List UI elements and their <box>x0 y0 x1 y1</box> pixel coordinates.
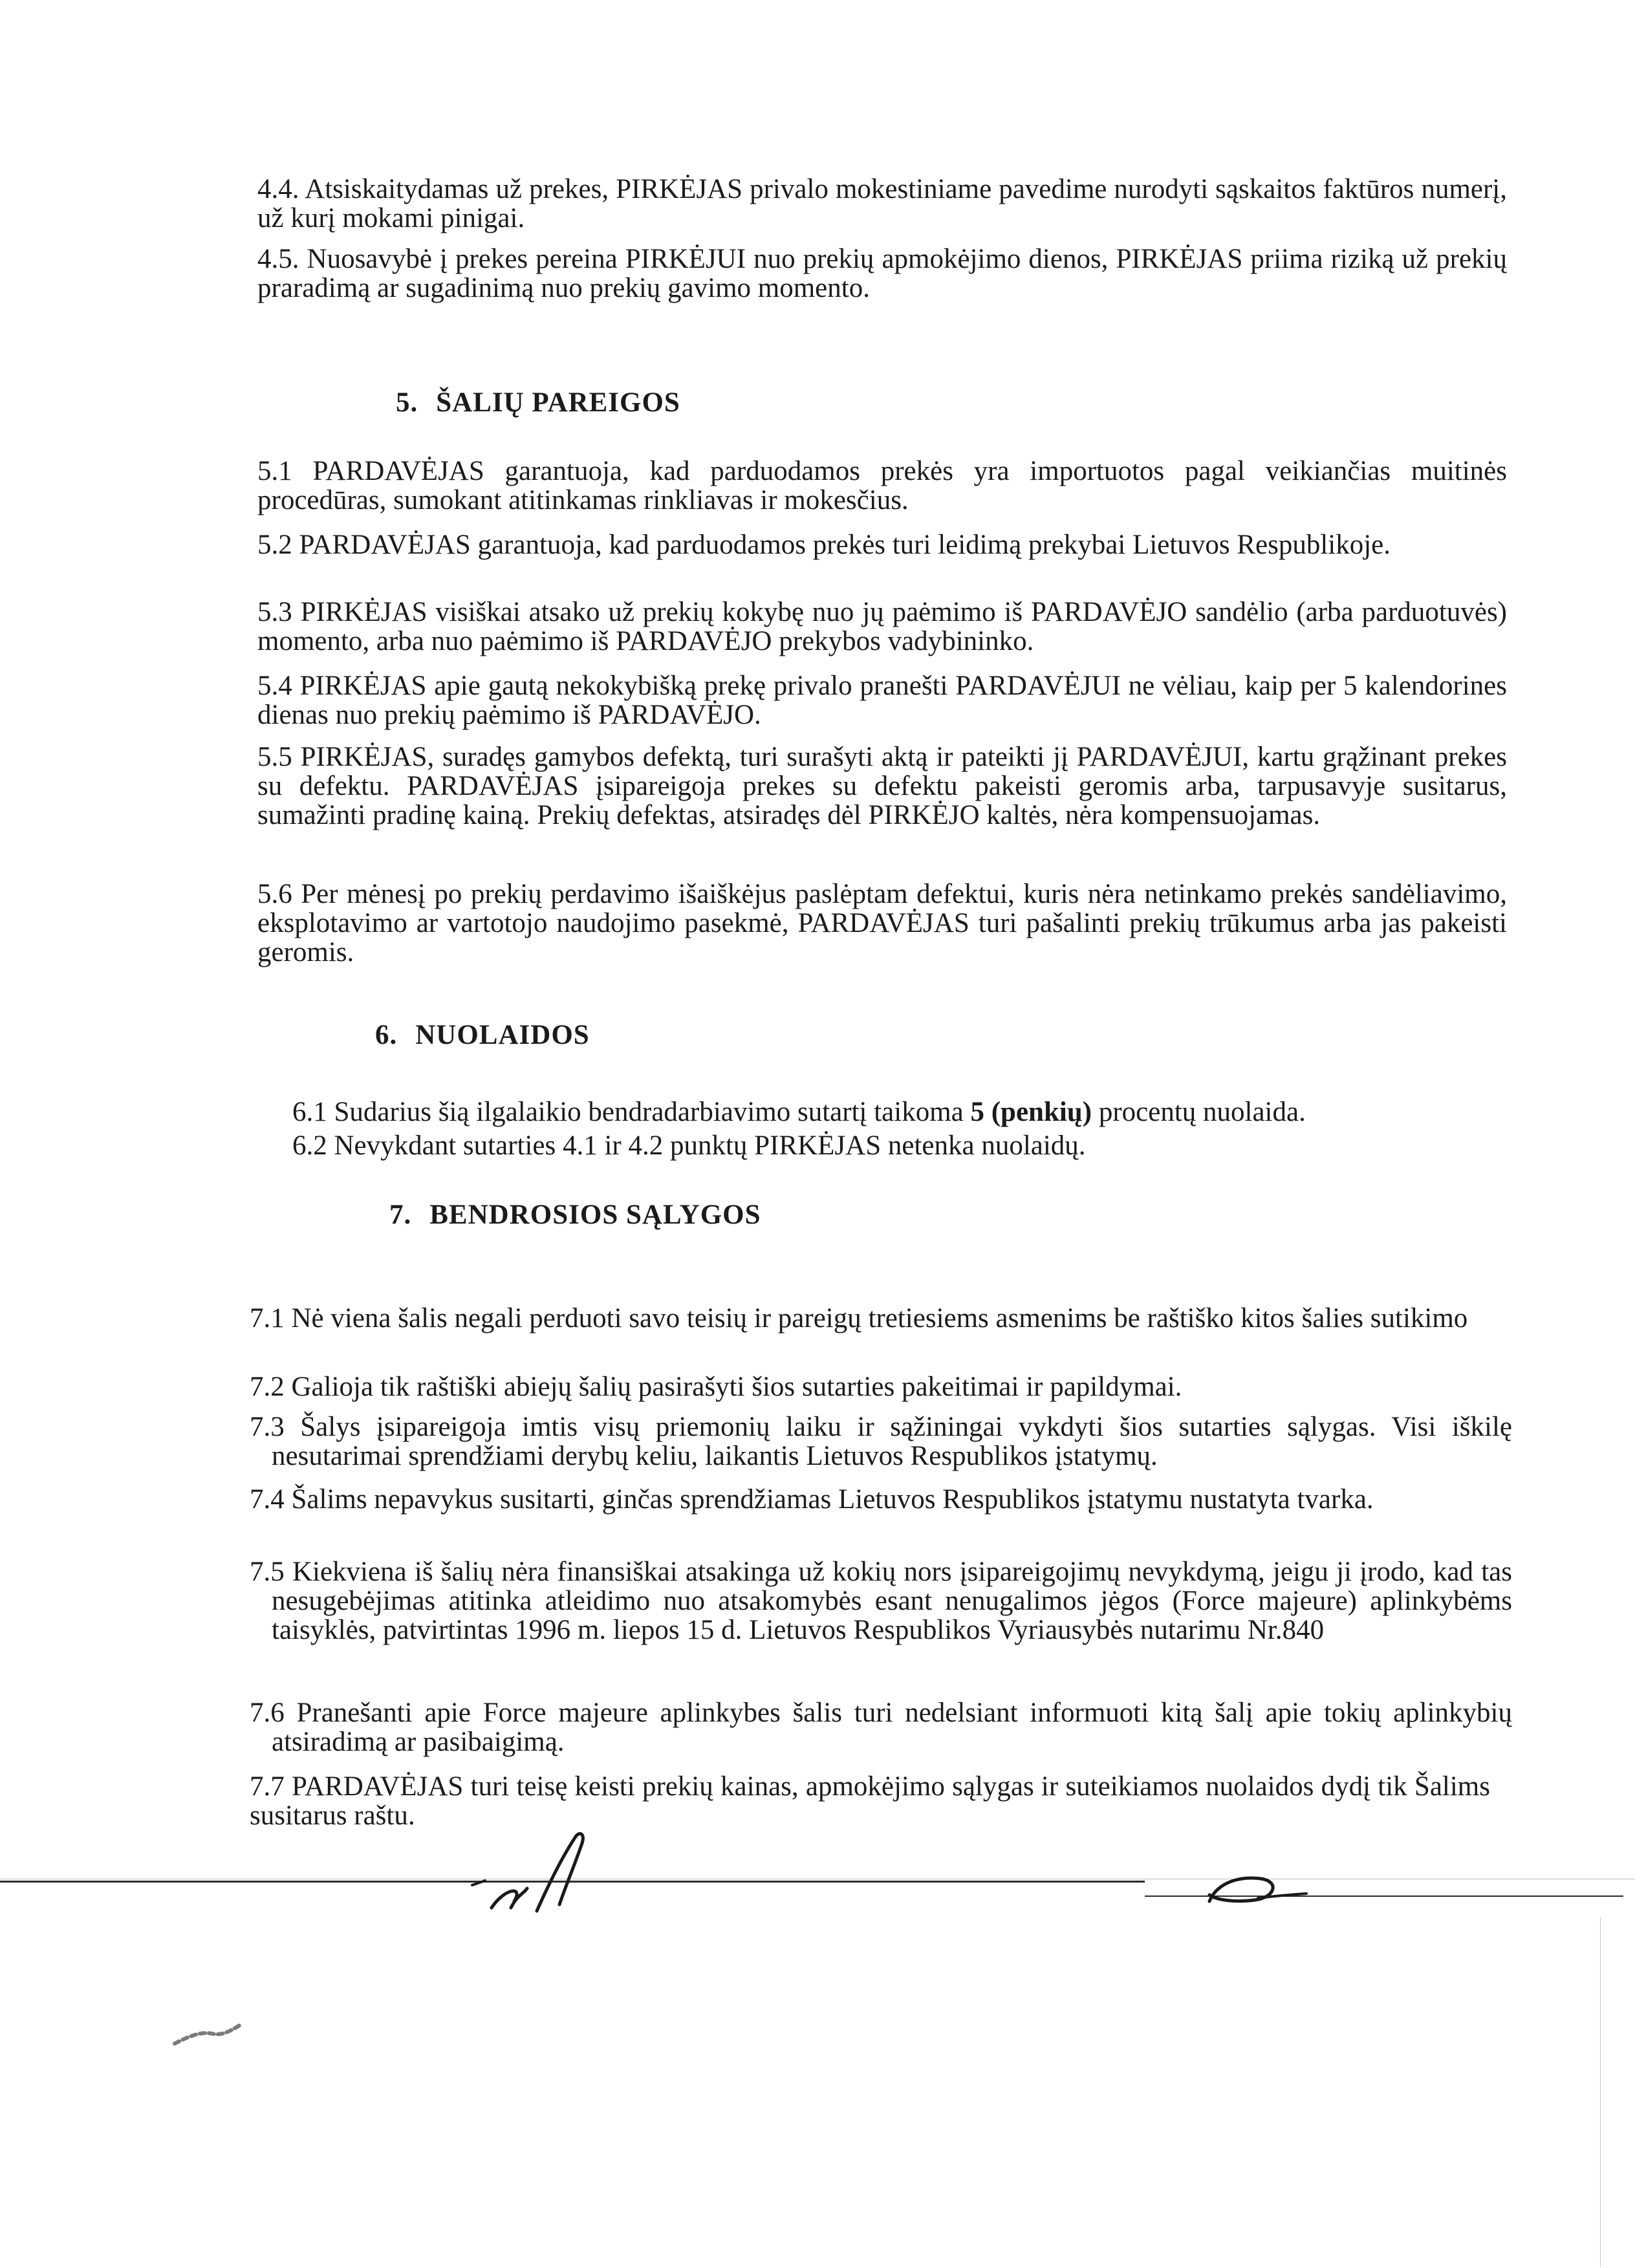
discount-amount: 5 (penkių) <box>970 1097 1092 1127</box>
section-5-heading <box>396 387 680 418</box>
signature-left-icon <box>446 1824 614 1914</box>
paragraph-4-4: 4.4. Atsiskaitydamas už prekes, PIRKĖJAS privalo mokestiniame pavedime nurodyti sąskaitos faktūros numerį, už kurį mokami pinigai. <box>257 174 1507 233</box>
section-6-heading <box>375 1019 590 1051</box>
signature-right-icon <box>1196 1863 1313 1921</box>
paragraph-5-2: 5.2 PARDAVĖJAS garantuoja, kad parduodamos prekės turi leidimą prekybai Lietuvos Respublikoje. <box>257 530 1391 560</box>
paragraph-5-6: 5.6 Per mėnesį po prekių perdavimo išaiškėjus paslėptam defektui, kuris nėra netinkamo prekės sandėliavimo, eksplotavimo ar vartotojo naudojimo pasekmė, PARDAVĖJAS turi pašalinti prekių trūkumus arba jas pakeisti geromis. <box>257 879 1507 967</box>
paragraph-5-3: 5.3 PIRKĖJAS visiškai atsako už prekių kokybę nuo jų paėmimo iš PARDAVĖJO sandėlio (arba parduotuvės) momento, arba nuo paėmimo iš PARDAVĖJO prekybos vadybininko. <box>257 597 1507 656</box>
section-7-number: 7. <box>389 1200 412 1230</box>
section-7-heading <box>389 1199 761 1231</box>
paragraph-7-3: 7.3 Šalys įsipareigoja imtis visų priemonių laiku ir sąžiningai vykdyti šios sutarties sąlygas. Visi iškilę nesutarimai sprendžiami derybų keliu, laikantis Lietuvos Respublikos įstatymų. <box>250 1412 1512 1471</box>
paragraph-5-5: 5.5 PIRKĖJAS, suradęs gamybos defektą, turi surašyti aktą ir pateikti jį PARDAVĖJUI, kartu grąžinant prekes su defektu. PARDAVĖJAS įsipareigoja prekes su defektu pakeisti geromis arba, tarpusavyje susitarus, sumažinti pradinę kainą. Prekių defektas, atsiradęs dėl PIRKĖJO kaltės, nėra kompensuojamas. <box>257 742 1507 830</box>
paragraph-6-1-text: 6.1 Sudarius šią ilgalaikio bendradarbiavimo sutartį taikoma <box>292 1097 971 1127</box>
paragraph-7-1: 7.1 Nė viena šalis negali perduoti savo teisių ir pareigų tretiesiems asmenims be raštiško kitos šalies sutikimo <box>250 1303 1468 1334</box>
paragraph-7-6: 7.6 Pranešanti apie Force majeure aplinkybes šalis turi nedelsiant informuoti kitą šalį apie tokių aplinkybių atsiradimą ar pasibaigimą. <box>250 1698 1512 1757</box>
section-5-title: ŠALIŲ PAREIGOS <box>436 387 680 418</box>
scan-smudge-icon <box>162 2011 252 2057</box>
section-5-number: 5. <box>396 387 418 418</box>
paragraph-7-7: 7.7 PARDAVĖJAS turi teisę keisti prekių kainas, apmokėjimo sąlygas ir suteikiamos nuolaidos dydį tik Šalims susitarus raštu. <box>250 1771 1490 1831</box>
section-6-title: NUOLAIDOS <box>415 1020 590 1050</box>
section-6-number: 6. <box>375 1020 398 1050</box>
paragraph-7-4: 7.4 Šalims nepavykus susitarti, ginčas sprendžiamas Lietuvos Respublikos įstatymu nustatyta tvarka. <box>250 1484 1374 1515</box>
section-7-title: BENDROSIOS SĄLYGOS <box>429 1200 761 1230</box>
paragraph-6-1-end: procentų nuolaida. <box>1092 1097 1306 1127</box>
paragraph-6-2: 6.2 Nevykdant sutarties 4.1 ir 4.2 punktų PIRKĖJAS netenka nuolaidų. <box>292 1130 1086 1161</box>
page-edge-vertical <box>1600 1917 1601 2267</box>
paragraph-5-4: 5.4 PIRKĖJAS apie gautą nekokybišką prekę privalo pranešti PARDAVĖJUI ne vėliau, kaip per 5 kalendorines dienas nuo prekių paėmimo iš PARDAVĖJO. <box>257 671 1507 730</box>
paragraph-5-1: 5.1 PARDAVĖJAS garantuoja, kad parduodamos prekės yra importuotos pagal veikiančias muitinės procedūras, sumokant atitinkamas rinkliavas ir mokesčius. <box>257 456 1507 515</box>
paragraph-7-2: 7.2 Galioja tik raštiški abiejų šalių pasirašyti šios sutarties pakeitimai ir papildymai. <box>250 1372 1182 1402</box>
paragraph-4-5: 4.5. Nuosavybė į prekes pereina PIRKĖJUI nuo prekių apmokėjimo dienos, PIRKĖJAS priima riziką už prekių praradimą ar sugadinimą nuo prekių gavimo momento. <box>257 244 1507 303</box>
paragraph-6-1 <box>292 1097 1306 1128</box>
paragraph-7-5: 7.5 Kiekviena iš šalių nėra finansiškai atsakinga už kokių nors įsipareigojimų nevykdymą, jeigu ji įrodo, kad tas nesugebėjimas atitinka atleidimo nuo atsakomybės esant nenugalimos jėgos (Force majeure) aplinkybėms taisyklės, patvirtintas 1996 m. liepos 15 d. Lietuvos Respublikos Vyriausybės nutarimu Nr.840 <box>250 1557 1512 1645</box>
